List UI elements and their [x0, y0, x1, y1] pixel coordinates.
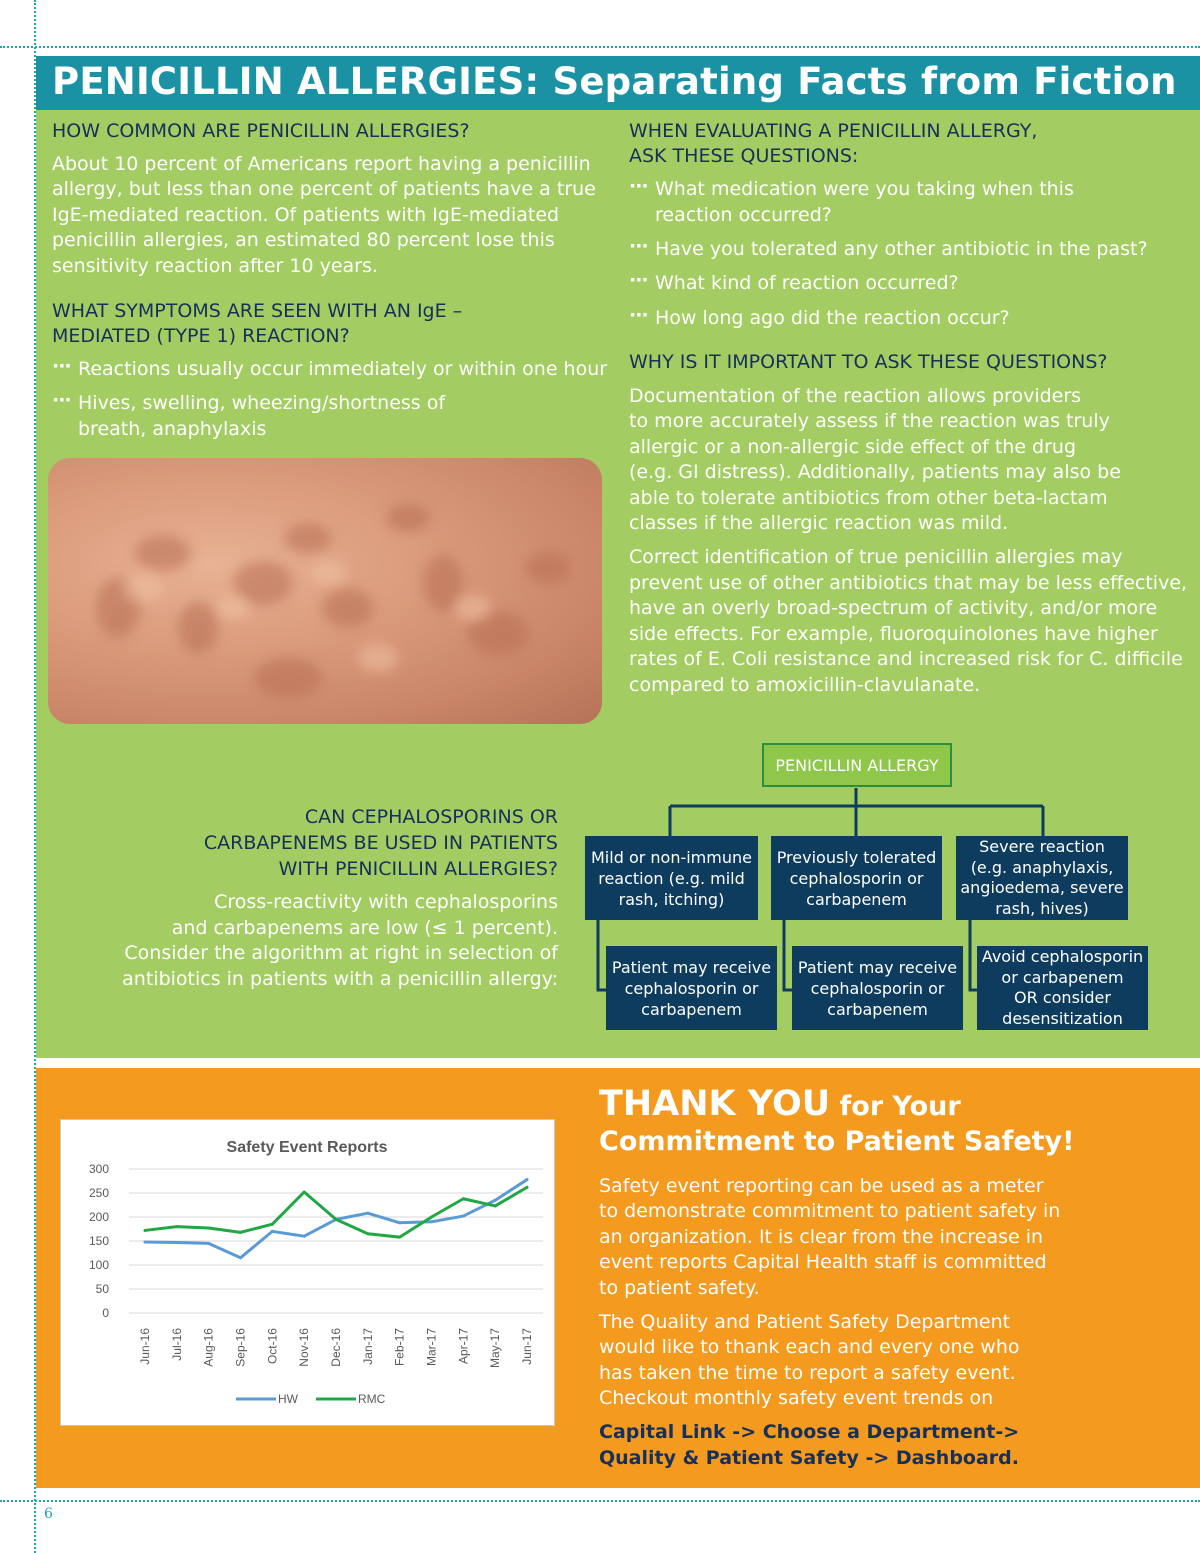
body-line: rates of E. Coli resistance and increased risk for C. difficile: [629, 648, 1183, 670]
data-point-rmc: [303, 1191, 306, 1194]
x-tick-label: Oct-16: [265, 1328, 280, 1365]
data-point-rmc: [143, 1229, 146, 1232]
bullet-dots-icon: ···: [52, 355, 71, 377]
body-line: Correct identification of true penicillin allergies may: [629, 546, 1123, 568]
data-point-hw: [494, 1199, 497, 1202]
body-line: event reports Capital Health staff is committed: [599, 1251, 1047, 1273]
page-title: PENICILLIN ALLERGIES: Separating Facts from Fiction: [52, 60, 1177, 103]
flowchart-action-box: Patient may receive cephalosporin or carbapenem: [606, 946, 777, 1030]
section3-heading-line: WHEN EVALUATING A PENICILLIN ALLERGY,: [629, 120, 1038, 142]
flowchart-condition-box: Mild or non-immune reaction (e.g. mild rash, itching): [585, 836, 758, 920]
body-line: Safety event reporting can be used as a meter: [599, 1175, 1044, 1197]
x-tick-label: Feb-17: [392, 1328, 407, 1367]
data-point-hw: [239, 1256, 242, 1259]
data-point-rmc: [462, 1197, 465, 1200]
bullet-text: How long ago did the reaction occur?: [655, 307, 1010, 329]
y-tick-label: 0: [102, 1306, 109, 1320]
bullet-dots-icon: ···: [629, 304, 648, 326]
body-line: Cross-reactivity with cephalosporins: [214, 891, 558, 913]
x-tick-label: Aug-16: [201, 1328, 216, 1367]
section5-heading-line: CARBAPENEMS BE USED IN PATIENTS: [203, 832, 558, 854]
chart-title: Safety Event Reports: [226, 1139, 388, 1156]
data-point-rmc: [526, 1186, 529, 1189]
data-point-rmc: [175, 1225, 178, 1228]
bullet-dots-icon: ···: [629, 235, 648, 257]
body-line: to patient safety.: [599, 1277, 760, 1299]
dashboard-link-line[interactable]: Capital Link -> Choose a Department->: [599, 1421, 1020, 1443]
bullet-dots-icon: ···: [52, 389, 71, 411]
data-point-rmc: [207, 1227, 210, 1230]
body-line: to demonstrate commitment to patient safety in: [599, 1200, 1061, 1222]
body-line: allergy, but less than one percent of patients have a true: [52, 178, 596, 200]
thankyou-title-small: for Your: [830, 1091, 961, 1122]
flowchart-root: PENICILLIN ALLERGY: [762, 743, 952, 787]
body-line: antibiotics in patients with a penicillin allergy:: [122, 967, 558, 990]
data-point-rmc: [335, 1218, 338, 1221]
data-point-rmc: [366, 1232, 369, 1235]
x-tick-label: Dec-16: [329, 1328, 343, 1367]
flowchart-condition-box: Previously tolerated cephalosporin or carbapenem: [771, 836, 942, 920]
data-point-rmc: [239, 1231, 242, 1234]
bullet-text: Reactions usually occur immediately or within one hour: [78, 358, 608, 380]
body-line: About 10 percent of Americans report having a penicillin: [52, 153, 591, 175]
thankyou-title-big: THANK YOU: [599, 1084, 831, 1124]
body-line: has taken the time to report a safety event.: [599, 1362, 1016, 1384]
y-tick-label: 100: [88, 1258, 109, 1272]
data-point-rmc: [430, 1216, 433, 1219]
body-line: compared to amoxicillin-clavulanate.: [629, 674, 981, 696]
data-point-hw: [526, 1178, 529, 1181]
section4-heading: WHY IS IT IMPORTANT TO ASK THESE QUESTIONS?: [629, 351, 1108, 373]
section1-heading: HOW COMMON ARE PENICILLIN ALLERGIES?: [52, 120, 470, 142]
body-line: The Quality and Patient Safety Department: [599, 1311, 1011, 1333]
data-point-rmc: [271, 1223, 274, 1226]
data-point-hw: [398, 1221, 401, 1224]
legend-label: RMC: [358, 1392, 386, 1406]
thankyou-subtitle: Commitment to Patient Safety!: [599, 1126, 1075, 1157]
x-tick-label: Apr-17: [456, 1328, 471, 1365]
body-line: Checkout monthly safety event trends on: [599, 1387, 994, 1409]
body-line: prevent use of other antibiotics that may be less effective,: [629, 572, 1188, 594]
x-tick-label: Nov-16: [297, 1328, 312, 1367]
bullet-text: breath, anaphylaxis: [78, 417, 267, 440]
bullet-text: Hives, swelling, wheezing/shortness of: [78, 392, 446, 414]
bullet-text: reaction occurred?: [655, 203, 832, 226]
y-tick-label: 250: [88, 1186, 109, 1200]
data-point-hw: [462, 1215, 465, 1218]
bullet-dots-icon: ···: [629, 269, 648, 291]
y-tick-label: 300: [88, 1162, 109, 1176]
body-line: Documentation of the reaction allows providers: [629, 385, 1082, 407]
thankyou-title: [599, 1084, 961, 1124]
y-tick-label: 150: [88, 1234, 109, 1248]
dashboard-link-line[interactable]: Quality & Patient Safety -> Dashboard.: [599, 1447, 1019, 1469]
x-tick-label: Jun-17: [520, 1328, 535, 1365]
x-tick-label: Jun-16: [137, 1328, 152, 1365]
body-line: IgE-mediated reaction. Of patients with IgE-mediated: [52, 204, 560, 226]
bullet-dots-icon: ···: [629, 175, 648, 197]
bottom-dotted-rule: [0, 1500, 1200, 1502]
y-tick-label: 200: [88, 1210, 109, 1224]
data-point-hw: [430, 1220, 433, 1223]
body-line: (e.g. GI distress). Additionally, patients may also be: [629, 461, 1121, 483]
body-line: able to tolerate antibiotics from other beta-lactam: [629, 487, 1108, 509]
x-tick-label: May-17: [488, 1328, 503, 1369]
legend-label: HW: [278, 1392, 298, 1406]
data-point-rmc: [494, 1204, 497, 1207]
body-line: Consider the algorithm at right in selection of: [124, 942, 558, 964]
body-line: have an overly broad-spectrum of activity, and/or more: [629, 597, 1158, 619]
body-line: penicillin allergies, an estimated 80 percent lose this: [52, 229, 555, 251]
section2-heading-line: WHAT SYMPTOMS ARE SEEN WITH AN IgE –: [52, 300, 463, 322]
section5-heading-line: WITH PENICILLIN ALLERGIES?: [278, 858, 558, 880]
x-tick-label: Jul-16: [169, 1328, 184, 1361]
data-point-hw: [366, 1212, 369, 1215]
data-point-hw: [207, 1242, 210, 1245]
bullet-text: What kind of reaction occurred?: [655, 272, 959, 294]
safety-event-chart: [60, 1119, 555, 1426]
body-line: to more accurately assess if the reaction was truly: [629, 410, 1110, 432]
bullet-text: What medication were you taking when this: [655, 178, 1074, 200]
body-line: would like to thank each and every one who: [599, 1336, 1020, 1358]
section2-heading-line: MEDIATED (TYPE 1) REACTION?: [52, 325, 350, 347]
flowchart-action-box: Avoid cephalosporin or carbapenem OR consider desensitization: [977, 946, 1148, 1030]
body-line: sensitivity reaction after 10 years.: [52, 255, 378, 277]
page-number: 6: [44, 1506, 53, 1522]
body-line: classes if the allergic reaction was mild.: [629, 512, 1009, 534]
section3-heading-line: ASK THESE QUESTIONS:: [629, 145, 859, 167]
x-tick-label: Sep-16: [233, 1328, 248, 1367]
data-point-hw: [143, 1240, 146, 1243]
y-tick-label: 50: [95, 1282, 109, 1296]
flowchart-action-box: Patient may receive cephalosporin or carbapenem: [792, 946, 963, 1030]
x-tick-label: Mar-17: [424, 1328, 439, 1367]
body-line: an organization. It is clear from the increase in: [599, 1226, 1044, 1248]
data-point-hw: [303, 1235, 306, 1238]
data-point-hw: [175, 1241, 178, 1244]
data-point-rmc: [398, 1236, 401, 1239]
bullet-text: Have you tolerated any other antibiotic in the past?: [655, 238, 1148, 260]
flowchart-condition-box: Severe reaction (e.g. anaphylaxis, angioedema, severe rash, hives): [956, 836, 1128, 920]
data-point-hw: [271, 1230, 274, 1233]
section5-heading-line: CAN CEPHALOSPORINS OR: [304, 806, 558, 828]
x-tick-label: Jan-17: [360, 1328, 375, 1365]
body-line: and carbapenems are low (≤ 1 percent).: [171, 916, 558, 939]
body-line: side effects. For example, fluoroquinolones have higher: [629, 623, 1158, 645]
body-line: allergic or a non-allergic side effect of the drug: [629, 436, 1077, 458]
